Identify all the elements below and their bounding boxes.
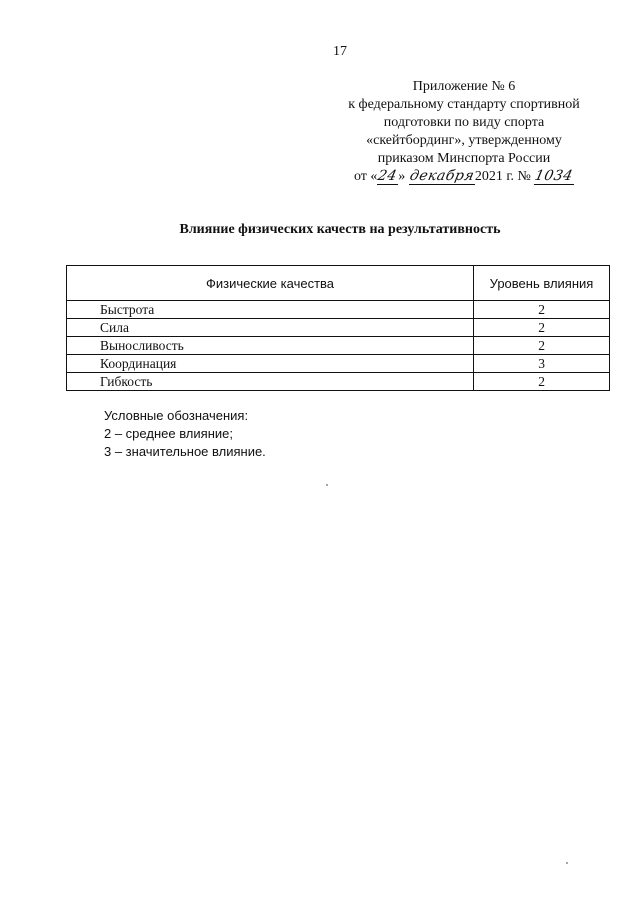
order-month-handwritten: декабря: [408, 168, 476, 184]
appendix-line: подготовки по виду спорта: [383, 115, 545, 130]
scan-speck: [566, 862, 568, 864]
column-header-quality: Физические качества: [67, 266, 474, 301]
quality-cell: Гибкость: [67, 373, 474, 391]
order-line: [314, 168, 614, 186]
level-cell: 2: [474, 373, 610, 391]
order-number-handwritten: 1034: [533, 168, 575, 184]
legend-heading: Условные обозначения:: [104, 408, 249, 423]
quality-cell: Выносливость: [67, 337, 474, 355]
page-number: 17: [333, 44, 347, 59]
table-row: [67, 355, 610, 373]
legend-item: 3 – значительное влияние.: [104, 444, 266, 459]
table-header-row: [67, 266, 610, 301]
level-cell: 3: [474, 355, 610, 373]
legend: [104, 407, 266, 461]
table-row: [67, 373, 610, 391]
appendix-line: к федеральному стандарту спортивной: [348, 97, 580, 112]
level-cell: 2: [474, 319, 610, 337]
appendix-line: Приложение № 6: [412, 79, 516, 94]
scan-speck: [326, 484, 328, 486]
level-cell: 2: [474, 301, 610, 319]
level-cell: 2: [474, 337, 610, 355]
quality-cell: Координация: [67, 355, 474, 373]
legend-item: 2 – среднее влияние;: [104, 426, 233, 441]
order-mid: »: [398, 169, 406, 184]
table-row: [67, 301, 610, 319]
order-prefix: от «: [353, 169, 378, 184]
appendix-line: «скейтбординг», утвержденному: [366, 133, 562, 148]
order-year: 2021 г. №: [474, 169, 531, 184]
quality-cell: Быстрота: [67, 301, 474, 319]
page-title: Влияние физических качеств на результативность: [179, 222, 501, 237]
quality-cell: Сила: [67, 319, 474, 337]
order-day-handwritten: 24: [376, 168, 399, 184]
table-row: [67, 319, 610, 337]
column-header-level: Уровень влияния: [474, 266, 610, 301]
appendix-header: [314, 78, 614, 186]
table-row: [67, 337, 610, 355]
qualities-table: [66, 265, 610, 391]
appendix-line: приказом Минспорта России: [377, 151, 551, 166]
